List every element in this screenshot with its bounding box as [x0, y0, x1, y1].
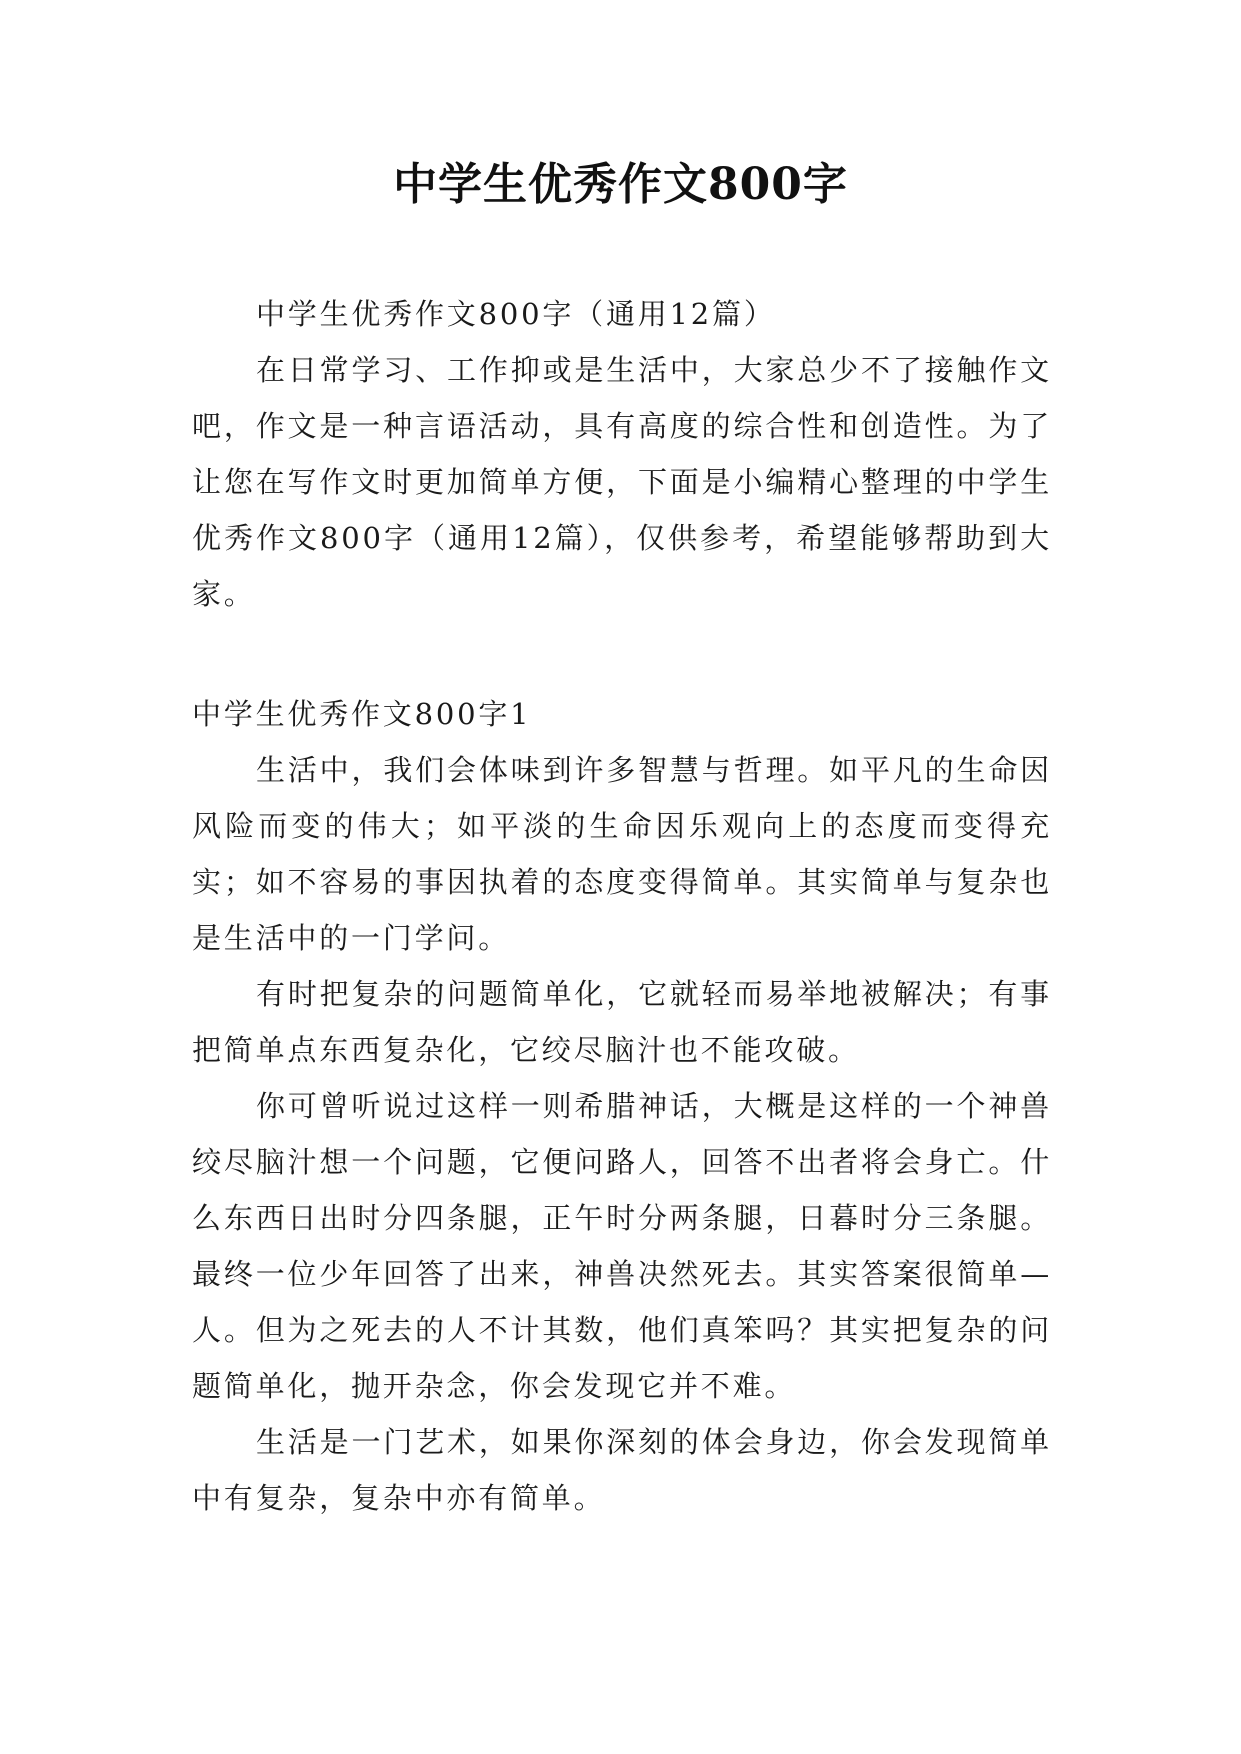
body-paragraph: 你可曾听说过这样一则希腊神话，大概是这样的一个神兽绞尽脑汁想一个问题，它便问路人，回答不出者将会身亡。什么东西日出时分四条腿，正午时分两条腿，日暮时分三条腿。最终一位少年回答了出来，神兽决然死去。其实答案很简单—人。但为之死去的人不计其数，他们真笨吗？其实把复杂的问题简单化，抛开杂念，你会发现它并不难。 — [192, 1089, 1052, 1403]
section-heading: 中学生优秀作文800字1 — [192, 697, 532, 731]
document-subtitle: 中学生优秀作文800字（通用12篇） — [256, 297, 776, 331]
body-paragraph: 有时把复杂的问题简单化，它就轻而易举地被解决；有事把简单点东西复杂化，它绞尽脑汁也不能攻破。 — [192, 977, 1052, 1067]
intro-paragraph: 在日常学习、工作抑或是生活中，大家总少不了接触作文吧，作文是一种言语活动，具有高度的综合性和创造性。为了让您在写作文时更加简单方便，下面是小编精心整理的中学生优秀作文800字（通用12篇），仅供参考，希望能够帮助到大家。 — [192, 353, 1052, 611]
document-body — [192, 286, 1052, 1526]
page-title: 中学生优秀作文800字 — [393, 159, 848, 210]
body-paragraph: 生活中，我们会体味到许多智慧与哲理。如平凡的生命因风险而变的伟大；如平淡的生命因乐观向上的态度而变得充实；如不容易的事因执着的态度变得简单。其实简单与复杂也是生活中的一门学问。 — [192, 753, 1052, 955]
body-paragraph: 生活是一门艺术，如果你深刻的体会身边，你会发现简单中有复杂，复杂中亦有简单。 — [192, 1425, 1052, 1515]
